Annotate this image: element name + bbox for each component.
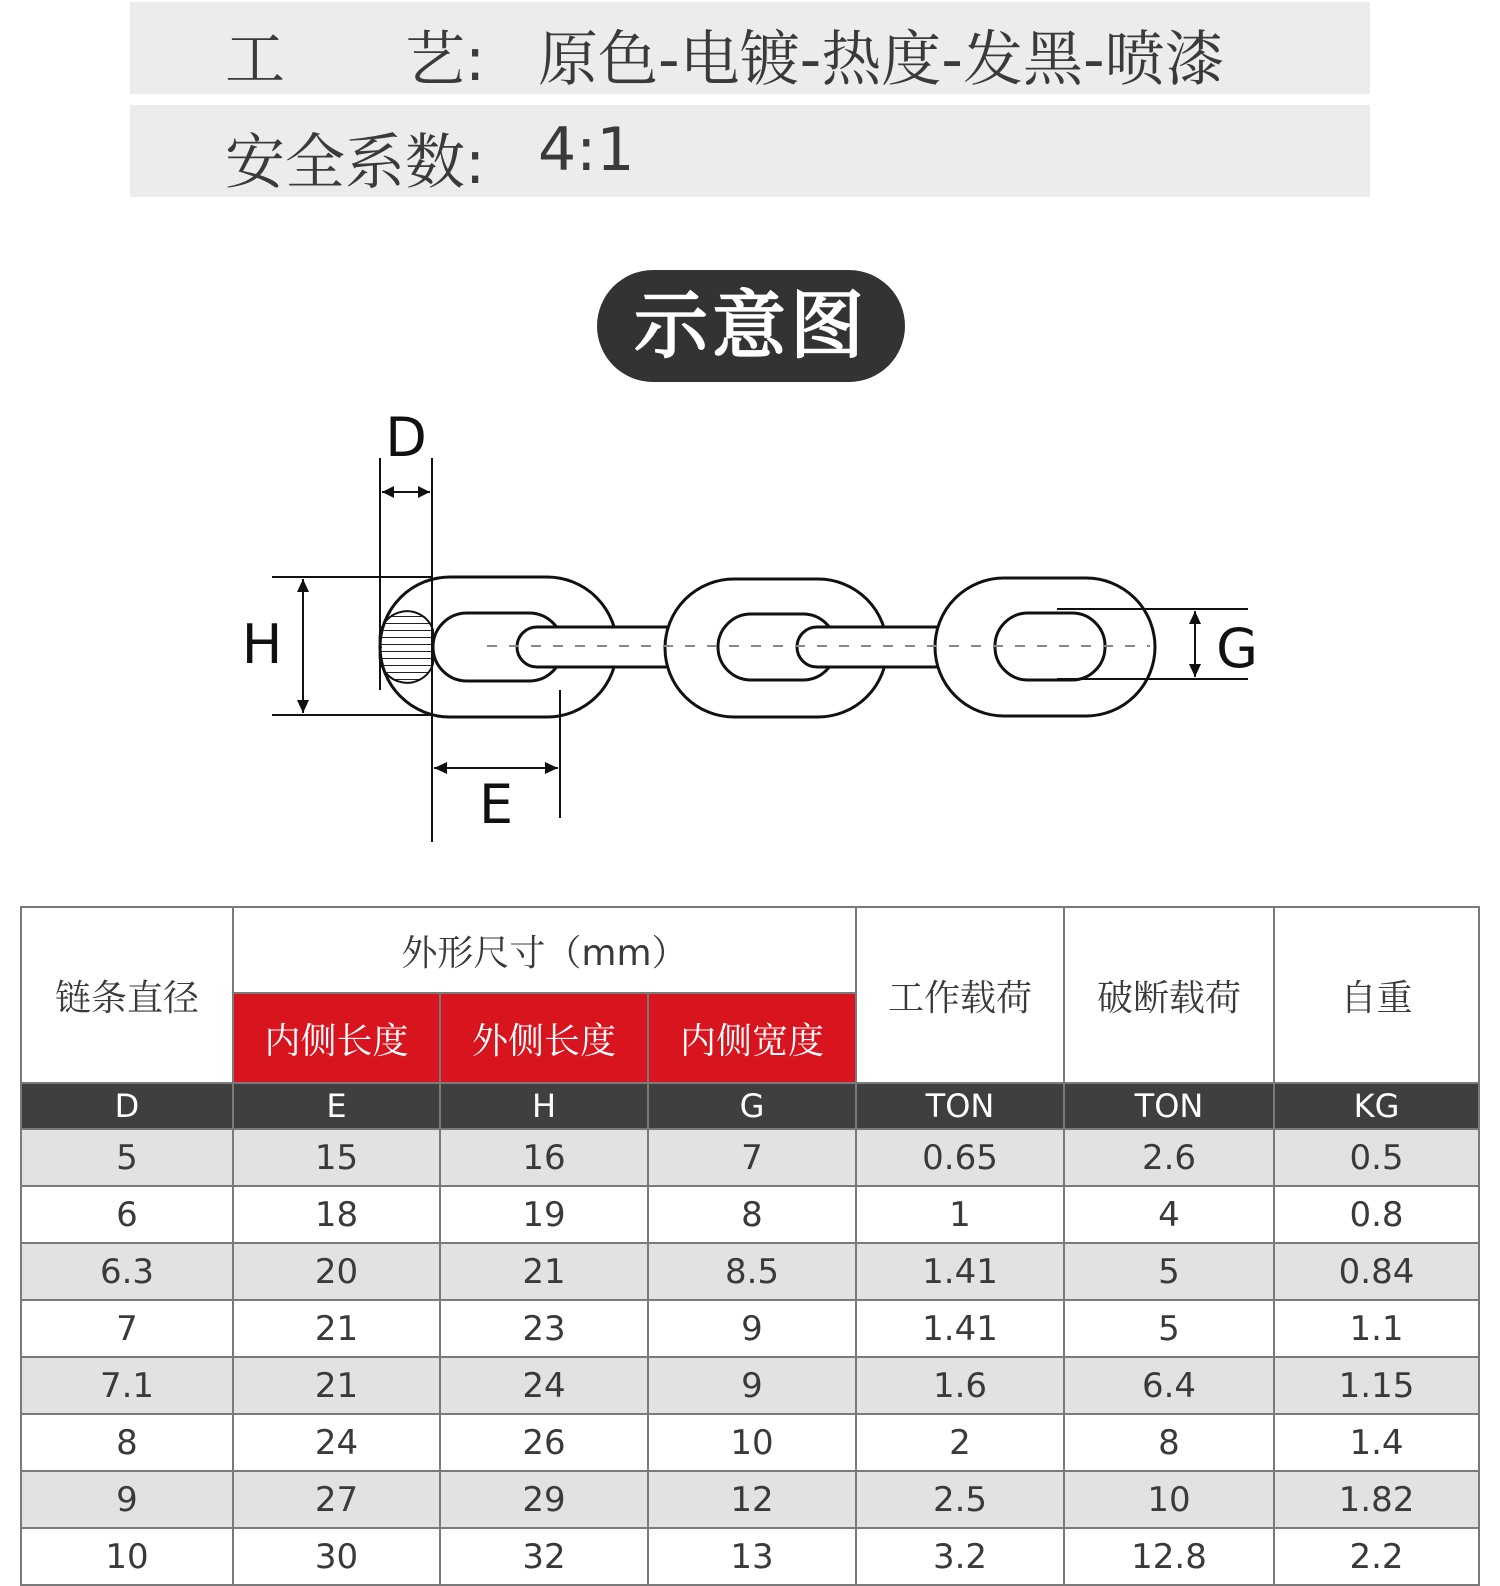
table-row <box>21 1528 1479 1585</box>
header-weight: 自重 <box>1274 907 1479 1083</box>
table-cell: 9 <box>21 1471 233 1528</box>
safety-factor-row <box>130 105 1370 197</box>
table-cell: 0.65 <box>856 1129 1064 1186</box>
process-label: 工 <box>225 25 285 95</box>
unit-cell: E <box>233 1083 440 1129</box>
table-cell: 1.41 <box>856 1243 1064 1300</box>
table-cell: 27 <box>233 1471 440 1528</box>
table-cell: 10 <box>648 1414 856 1471</box>
table-cell: 12.8 <box>1064 1528 1274 1585</box>
table-cell: 30 <box>233 1528 440 1585</box>
process-label-suffix: 艺: <box>405 25 486 95</box>
table-cell: 24 <box>233 1414 440 1471</box>
unit-cell: TON <box>1064 1083 1274 1129</box>
table-cell: 0.5 <box>1274 1129 1479 1186</box>
table-cell: 8.5 <box>648 1243 856 1300</box>
table-cell: 8 <box>1064 1414 1274 1471</box>
header-inner-length: 内侧长度 <box>233 993 440 1083</box>
table-cell: 20 <box>233 1243 440 1300</box>
table-cell: 6.3 <box>21 1243 233 1300</box>
unit-cell: G <box>648 1083 856 1129</box>
label-g: G <box>1216 617 1258 680</box>
spec-table <box>20 906 1480 1586</box>
header-outer-length: 外侧长度 <box>440 993 648 1083</box>
table-cell: 10 <box>1064 1471 1274 1528</box>
table-cell: 7 <box>21 1300 233 1357</box>
table-cell: 9 <box>648 1357 856 1414</box>
unit-cell: TON <box>856 1083 1064 1129</box>
table-row <box>21 1357 1479 1414</box>
table-cell: 13 <box>648 1528 856 1585</box>
table-cell: 26 <box>440 1414 648 1471</box>
table-cell: 5 <box>1064 1300 1274 1357</box>
table-cell: 32 <box>440 1528 648 1585</box>
header-working-load: 工作载荷 <box>856 907 1064 1083</box>
table-cell: 7.1 <box>21 1357 233 1414</box>
table-cell: 1.6 <box>856 1357 1064 1414</box>
table-row <box>21 1471 1479 1528</box>
table-cell: 21 <box>440 1243 648 1300</box>
table-cell: 6.4 <box>1064 1357 1274 1414</box>
table-cell: 15 <box>233 1129 440 1186</box>
table-cell: 24 <box>440 1357 648 1414</box>
table-cell: 6 <box>21 1186 233 1243</box>
header-inner-width: 内侧宽度 <box>648 993 856 1083</box>
table-cell: 12 <box>648 1471 856 1528</box>
table-cell: 21 <box>233 1300 440 1357</box>
chain-diagram <box>0 395 1500 855</box>
table-cell: 0.84 <box>1274 1243 1479 1300</box>
table-row <box>21 1129 1479 1186</box>
table-cell: 18 <box>233 1186 440 1243</box>
unit-cell: D <box>21 1083 233 1129</box>
table-cell: 16 <box>440 1129 648 1186</box>
table-cell: 3.2 <box>856 1528 1064 1585</box>
table-cell: 2 <box>856 1414 1064 1471</box>
header-breaking-load: 破断载荷 <box>1064 907 1274 1083</box>
unit-row <box>21 1083 1479 1129</box>
table-cell: 21 <box>233 1357 440 1414</box>
diagram-title-badge: 示意图 <box>597 270 905 382</box>
cross-section-hatch <box>380 611 433 683</box>
table-cell: 29 <box>440 1471 648 1528</box>
table-cell: 0.8 <box>1274 1186 1479 1243</box>
table-cell: 2.5 <box>856 1471 1064 1528</box>
table-cell: 9 <box>648 1300 856 1357</box>
table-cell: 19 <box>440 1186 648 1243</box>
table-cell: 1.82 <box>1274 1471 1479 1528</box>
table-cell: 5 <box>21 1129 233 1186</box>
safety-factor-label: 安全系数: <box>225 128 486 198</box>
table-cell: 1.1 <box>1274 1300 1479 1357</box>
process-row <box>130 2 1370 94</box>
table-cell: 1.41 <box>856 1300 1064 1357</box>
header-chain-diameter: 链条直径 <box>21 907 233 1083</box>
table-cell: 1.15 <box>1274 1357 1479 1414</box>
table-cell: 10 <box>21 1528 233 1585</box>
safety-factor-value: 4:1 <box>538 115 635 185</box>
table-cell: 23 <box>440 1300 648 1357</box>
header-dimensions: 外形尺寸（mm） <box>233 907 856 993</box>
label-e: E <box>478 773 514 836</box>
table-cell: 5 <box>1064 1243 1274 1300</box>
table-cell: 1.4 <box>1274 1414 1479 1471</box>
table-cell: 8 <box>648 1186 856 1243</box>
label-d: D <box>385 406 427 469</box>
process-value: 原色-电镀-热度-发黑-喷漆 <box>538 25 1225 95</box>
table-cell: 2.6 <box>1064 1129 1274 1186</box>
table-row <box>21 1243 1479 1300</box>
table-cell: 2.2 <box>1274 1528 1479 1585</box>
table-cell: 7 <box>648 1129 856 1186</box>
table-cell: 4 <box>1064 1186 1274 1243</box>
table-cell: 8 <box>21 1414 233 1471</box>
table-row <box>21 1300 1479 1357</box>
unit-cell: KG <box>1274 1083 1479 1129</box>
table-row <box>21 1414 1479 1471</box>
label-h: H <box>241 613 283 676</box>
table-row <box>21 1186 1479 1243</box>
unit-cell: H <box>440 1083 648 1129</box>
table-cell: 1 <box>856 1186 1064 1243</box>
